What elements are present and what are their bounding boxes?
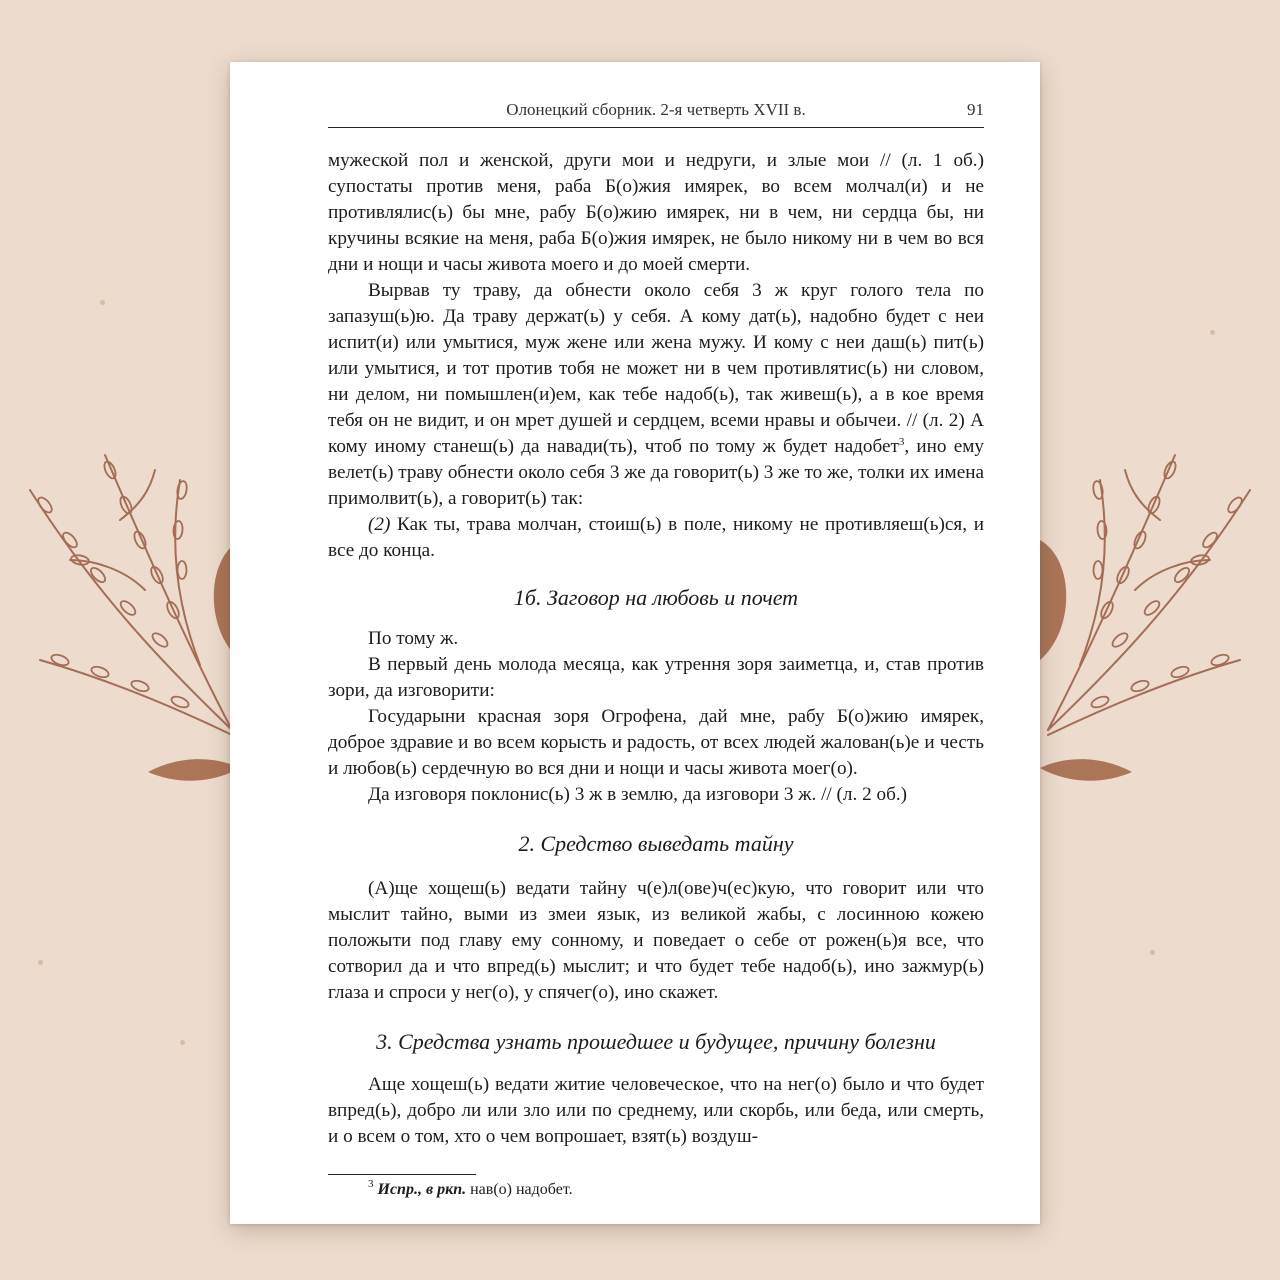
paragraph: мужеской пол и женской, други мои и недруги, и злые мои // (л. 1 об.) супостаты против меня, раба Б(о)жия имярек, во всем молчал(и) и не противлялис(ь) бы мне, рабу Б(о)жию имярек, ни в чем, ни сердца бы, ни кручины всякие на меня, раба Б(о)жия имярек, не было никому ни в чем во вся дни и нощи и часы живота моего и до моей смерти. (328, 150, 984, 275)
paragraph (328, 512, 984, 564)
section-heading: 1б. Заговор на любовь и почет (513, 585, 799, 610)
paragraph-text: , ино ему велет(ь) траву обнести около себя 3 же да говорит(ь) 3 же то же, толки их имена примолвит(ь), а говорит(ь) так: (328, 436, 984, 509)
paragraph: Государыни красная зоря Огрофена, дай мне, рабу Б(о)жию имярек, доброе здравие и во всем корысть и радость, от всех людей жалован(ь)е и честь и любов(ь) сердечную во вся дни и нощи и часы живота моег(о). (328, 706, 984, 779)
right-catkins (1090, 460, 1244, 710)
decor-dot (1150, 950, 1155, 955)
decor-dot (100, 300, 105, 305)
footnote (368, 1180, 573, 1200)
decor-dot (180, 1040, 185, 1045)
paragraph-text: Как ты, трава молчан, стоиш(ь) в поле, никому не противляеш(ь)ся, и все до конца. (328, 514, 984, 561)
willow-branch-icon (1048, 455, 1250, 735)
book-page (230, 62, 1040, 1224)
footnote-label: Испр., в ркп. (377, 1181, 467, 1198)
running-title: Олонецкий сборник. 2-я четверть XVII в. (506, 100, 806, 119)
paragraph: (А)ще хощеш(ь) ведати тайну ч(е)л(ове)ч(ес)кую, что говорит или что мыслит тайно, выми из змеи язык, из великой жабы, с лосинною кожею положыти под главу ему сонному, и поведает о себе от рожен(ь)я все, что сотворил да и что впред(ь) мыслит; и что будет тебе надоб(ь), ино зажмур(ь) глаза и спроси у нег(о), у спячег(о), ино скажет. (328, 878, 984, 1003)
page-body (328, 148, 984, 1150)
paragraph-text: Вырвав ту траву, да обнести около себя 3 ж круг голого тела по запазуш(ь)ю. Да траву держат(ь) у себя. А кому дат(ь), надобно будет с неи испит(и) или умытися, муж жене или жена мужу. И кому с неи даш(ь) пит(ь) или умытися, и тот против тобя не может ни в чем противлятис(ь) ни словом, ни делом, ни помышлен(и)ем, как тебе надоб(ь), так живеш(ь), а в кое время тебя он не видит, и он мрет душей и сердцем, всеми нравы и обычеи. // (л. 2) А кому иному станеш(ь) да навади(ть), чтоб по тому ж будет надобет (328, 280, 984, 457)
incantation-number: (2) (368, 514, 391, 535)
footnote-reference: 3 (898, 436, 905, 448)
paragraph (328, 278, 984, 512)
section-heading: 2. Средство выведать тайну (518, 831, 794, 856)
running-head (328, 100, 984, 128)
left-catkins (36, 460, 190, 710)
decor-dot (1210, 330, 1215, 335)
left-bottom-leaf (148, 759, 240, 781)
footnote-marker: 3 (368, 1178, 374, 1190)
right-leaf-shape (1040, 540, 1066, 660)
paragraph: В первый день молода месяца, как утрення зоря заиметца, и, став против зори, да изговорити: (328, 654, 984, 701)
footnote-rule (328, 1174, 476, 1175)
paragraph: Да изговоря поклонис(ь) 3 ж в землю, да изговори 3 ж. // (л. 2 об.) (368, 784, 908, 805)
footnote-text: нав(о) надобет. (466, 1181, 573, 1198)
page-number: 91 (967, 100, 984, 119)
paragraph: По тому ж. (368, 628, 459, 649)
paragraph: Аще хощеш(ь) ведати житие человеческое, что на нег(о) было и что будет впред(ь), добро ли или зло или по среднему, или скорбь, или беда, или смерть, и о всем о том, хто о чем вопрошает, взят(ь) воздуш- (328, 1074, 984, 1147)
willow-branch-icon (30, 455, 232, 735)
decor-dot (38, 960, 43, 965)
section-heading: 3. Средства узнать прошедшее и будущее, причину болезни (376, 1029, 936, 1054)
right-bottom-leaf (1040, 759, 1132, 781)
